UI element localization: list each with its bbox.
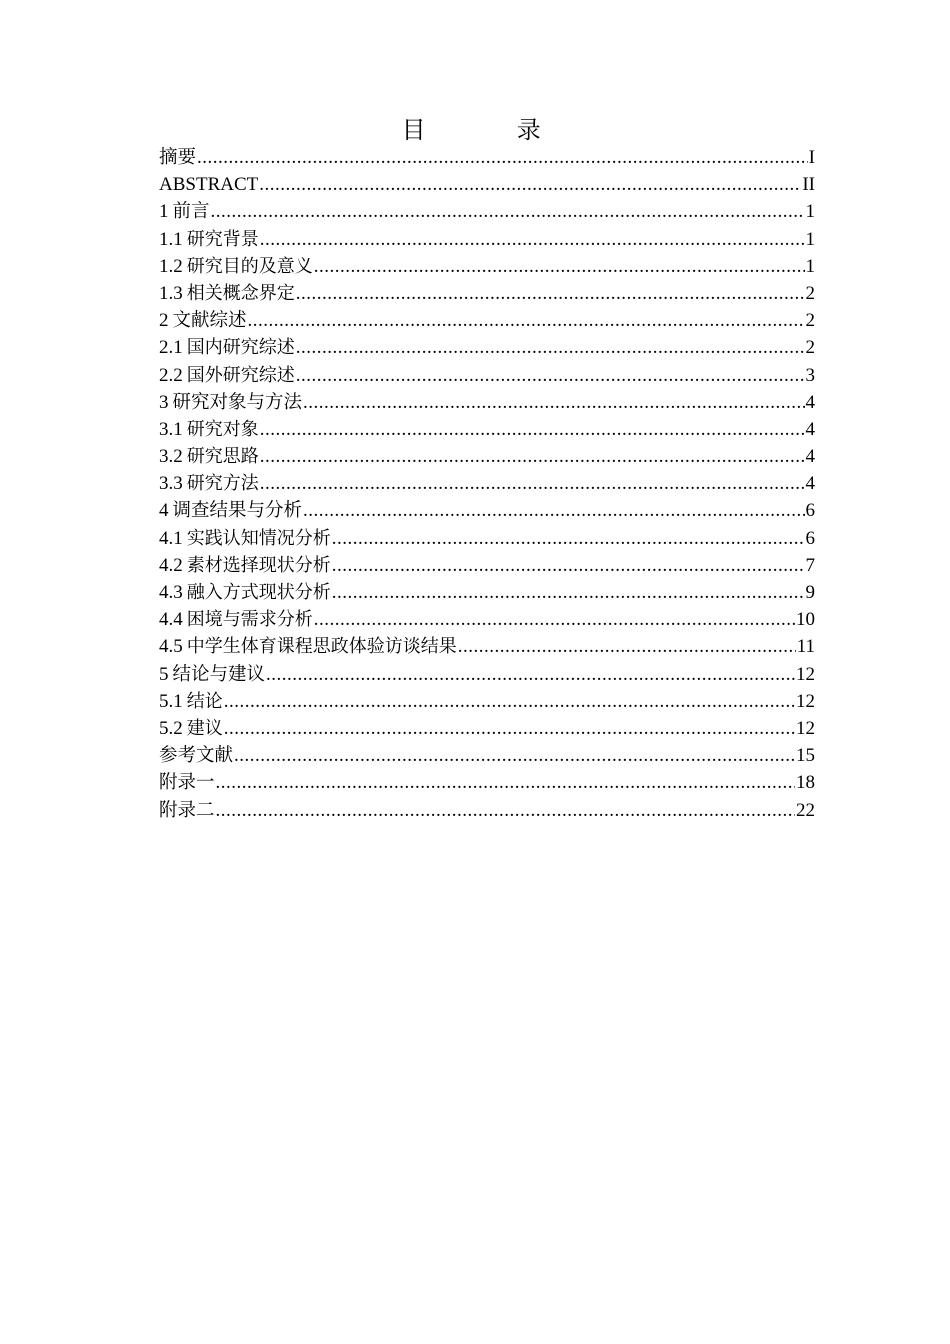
toc-entry-number: 1.2 bbox=[159, 255, 183, 277]
toc-entry-number: 3.3 bbox=[159, 473, 183, 495]
toc-entry[interactable] bbox=[159, 171, 815, 198]
toc-entry-page-number: 10 bbox=[796, 609, 815, 631]
toc-entry-label: 融入方式现状分析 bbox=[186, 582, 331, 603]
toc-entry-heading bbox=[159, 470, 259, 497]
toc-entry-heading bbox=[159, 769, 215, 796]
dot-leader bbox=[303, 497, 804, 524]
dot-leader bbox=[197, 144, 808, 171]
dot-leader bbox=[296, 334, 805, 361]
toc-entry-heading bbox=[159, 171, 258, 198]
toc-entry-number: 4 bbox=[159, 500, 169, 522]
toc-entry[interactable] bbox=[159, 416, 815, 443]
toc-entry-page-number: 2 bbox=[805, 337, 815, 359]
toc-entry-label: 附录一 bbox=[159, 772, 215, 794]
toc-entry-number: 4.5 bbox=[159, 636, 183, 658]
dot-leader bbox=[248, 307, 805, 334]
toc-entry-page-number: I bbox=[808, 147, 815, 168]
toc-entry-heading bbox=[159, 416, 259, 443]
toc-entry-label: 中学生体育课程思政体验访谈结果 bbox=[186, 636, 457, 658]
toc-entry-heading bbox=[159, 552, 331, 579]
toc-entry-label: 实践认知情况分析 bbox=[186, 527, 331, 549]
toc-entry-page-number: 4 bbox=[805, 473, 815, 495]
dot-leader bbox=[224, 688, 795, 715]
toc-entry-page-number: 11 bbox=[796, 636, 815, 658]
toc-title: 目 录 bbox=[401, 116, 575, 144]
toc-entry-label: 研究对象与方法 bbox=[172, 391, 303, 413]
toc-entry[interactable] bbox=[159, 688, 815, 715]
toc-entry[interactable] bbox=[159, 606, 815, 633]
toc-entry-page-number: 4 bbox=[805, 418, 815, 440]
toc-entry-page-number: 6 bbox=[805, 500, 815, 522]
toc-entry-heading bbox=[159, 389, 302, 416]
toc-entry[interactable] bbox=[159, 362, 815, 389]
toc-entry-label: 研究背景 bbox=[186, 228, 259, 250]
toc-entry-number: 3 bbox=[159, 391, 169, 413]
toc-entry-heading bbox=[159, 307, 247, 334]
dot-leader bbox=[314, 253, 805, 280]
toc-entry-label: 参考文献 bbox=[159, 745, 234, 767]
toc-entry-label: 研究方法 bbox=[186, 473, 259, 495]
toc-entry-number: 2 bbox=[159, 310, 169, 332]
toc-entry-number: 2.2 bbox=[159, 364, 183, 386]
toc-entry-number: 4.4 bbox=[159, 609, 183, 631]
toc-entry-label: 国外研究综述 bbox=[186, 364, 295, 386]
dot-leader bbox=[332, 552, 805, 579]
toc-entry-heading bbox=[159, 606, 313, 633]
toc-entry-page-number: II bbox=[802, 174, 815, 196]
toc-entry-label: 摘要 bbox=[159, 147, 197, 168]
toc-entry-page-number: 9 bbox=[805, 582, 815, 603]
toc-entry[interactable] bbox=[159, 661, 815, 688]
toc-entry-heading bbox=[159, 198, 210, 225]
toc-entry[interactable] bbox=[159, 715, 815, 742]
toc-entry-number: 3.2 bbox=[159, 446, 183, 468]
toc-entry-number: 2.1 bbox=[159, 337, 183, 359]
toc-entry[interactable] bbox=[159, 198, 815, 225]
toc-entry-heading bbox=[159, 688, 223, 715]
toc-entry-number: 5.1 bbox=[159, 690, 183, 712]
toc-entry[interactable] bbox=[159, 389, 815, 416]
dot-leader bbox=[260, 416, 805, 443]
toc-entry-label: 国内研究综述 bbox=[186, 337, 295, 359]
toc-entry-number: 5 bbox=[159, 663, 169, 685]
toc-entry[interactable] bbox=[159, 443, 815, 470]
toc-entry[interactable] bbox=[159, 144, 815, 171]
dot-leader bbox=[332, 525, 805, 552]
dot-leader bbox=[224, 715, 795, 742]
toc-entry-label: 建议 bbox=[186, 717, 223, 739]
toc-entry-number: 1 bbox=[159, 201, 169, 223]
toc-entry-heading bbox=[159, 362, 295, 389]
toc-entry-heading bbox=[159, 443, 259, 470]
toc-entry-number: 4.2 bbox=[159, 554, 183, 576]
toc-entry-label: 前言 bbox=[172, 201, 210, 223]
toc-entry-label: 素材选择现状分析 bbox=[186, 554, 331, 576]
toc-entry-page-number: 4 bbox=[805, 446, 815, 468]
toc-entry-label: 相关概念界定 bbox=[186, 282, 295, 304]
dot-leader bbox=[296, 362, 805, 389]
toc-entry[interactable] bbox=[159, 742, 815, 769]
toc-entry-number: 5.2 bbox=[159, 717, 183, 739]
toc-entry-heading bbox=[159, 280, 295, 307]
toc-entry-page-number: 7 bbox=[805, 554, 815, 576]
dot-leader bbox=[211, 198, 805, 225]
toc-entry-label: 附录二 bbox=[159, 799, 215, 821]
toc-entry-page-number: 1 bbox=[805, 201, 815, 223]
toc-entry-page-number: 2 bbox=[805, 282, 815, 304]
toc-entry-heading bbox=[159, 144, 196, 171]
toc-entry-page-number: 3 bbox=[805, 364, 815, 386]
toc-entry[interactable] bbox=[159, 280, 815, 307]
toc-entry-number: 4.1 bbox=[159, 527, 183, 549]
toc-entry-label: 结论 bbox=[186, 690, 223, 712]
toc-entry[interactable] bbox=[159, 307, 815, 334]
toc-entry-number: 4.3 bbox=[159, 582, 183, 603]
toc-entry[interactable] bbox=[159, 470, 815, 497]
toc-entry-label: ABSTRACT bbox=[159, 174, 259, 196]
toc-entry-heading bbox=[159, 525, 331, 552]
dot-leader bbox=[303, 389, 804, 416]
toc-entry-number: 3.1 bbox=[159, 418, 183, 440]
toc-entry-page-number: 15 bbox=[796, 745, 815, 767]
toc-entry-heading bbox=[159, 661, 265, 688]
toc-entry-label: 研究对象 bbox=[186, 418, 259, 440]
toc-entry-page-number: 4 bbox=[805, 391, 815, 413]
dot-leader bbox=[266, 661, 795, 688]
toc-entry-heading bbox=[159, 226, 259, 253]
toc-entry-heading bbox=[159, 715, 223, 742]
toc-entry-label: 文献综述 bbox=[172, 310, 247, 332]
dot-leader bbox=[260, 226, 805, 253]
toc-entry[interactable] bbox=[159, 253, 815, 280]
toc-entry-label: 研究目的及意义 bbox=[186, 255, 313, 277]
toc-entry-heading bbox=[159, 579, 331, 606]
toc-entry-number: 1.3 bbox=[159, 282, 183, 304]
table-of-contents bbox=[159, 144, 815, 824]
toc-entry[interactable] bbox=[159, 769, 815, 796]
dot-leader bbox=[332, 579, 805, 606]
dot-leader bbox=[216, 769, 795, 796]
toc-entry[interactable] bbox=[159, 797, 815, 824]
toc-entry-heading bbox=[159, 334, 295, 361]
toc-entry-page-number: 22 bbox=[796, 799, 815, 821]
dot-leader bbox=[216, 797, 795, 824]
toc-entry-page-number: 1 bbox=[805, 255, 815, 277]
toc-entry-page-number: 12 bbox=[796, 717, 815, 739]
toc-entry-heading bbox=[159, 742, 233, 769]
toc-entry-page-number: 18 bbox=[796, 772, 815, 794]
toc-entry-page-number: 1 bbox=[805, 228, 815, 250]
toc-entry-heading bbox=[159, 253, 313, 280]
toc-entry[interactable] bbox=[159, 633, 815, 660]
toc-entry-page-number: 6 bbox=[805, 527, 815, 549]
toc-entry-page-number: 2 bbox=[805, 310, 815, 332]
dot-leader bbox=[259, 171, 801, 198]
toc-entry-label: 困境与需求分析 bbox=[186, 609, 313, 631]
toc-entry-page-number: 12 bbox=[796, 663, 815, 685]
toc-entry-label: 调查结果与分析 bbox=[172, 500, 303, 522]
toc-entry-heading bbox=[159, 797, 215, 824]
toc-entry-label: 研究思路 bbox=[186, 446, 259, 468]
dot-leader bbox=[260, 470, 805, 497]
toc-entry-label: 结论与建议 bbox=[172, 663, 266, 685]
dot-leader bbox=[296, 280, 805, 307]
dot-leader bbox=[314, 606, 795, 633]
toc-entry[interactable] bbox=[159, 579, 815, 606]
toc-entry[interactable] bbox=[159, 525, 815, 552]
toc-entry[interactable] bbox=[159, 226, 815, 253]
toc-entry-heading bbox=[159, 633, 457, 660]
toc-entry-heading bbox=[159, 497, 302, 524]
toc-entry-number: 1.1 bbox=[159, 228, 183, 250]
toc-entry[interactable] bbox=[159, 497, 815, 524]
toc-entry[interactable] bbox=[159, 552, 815, 579]
dot-leader bbox=[260, 443, 805, 470]
toc-entry[interactable] bbox=[159, 334, 815, 361]
dot-leader bbox=[458, 633, 796, 660]
dot-leader bbox=[234, 742, 795, 769]
toc-entry-page-number: 12 bbox=[796, 690, 815, 712]
